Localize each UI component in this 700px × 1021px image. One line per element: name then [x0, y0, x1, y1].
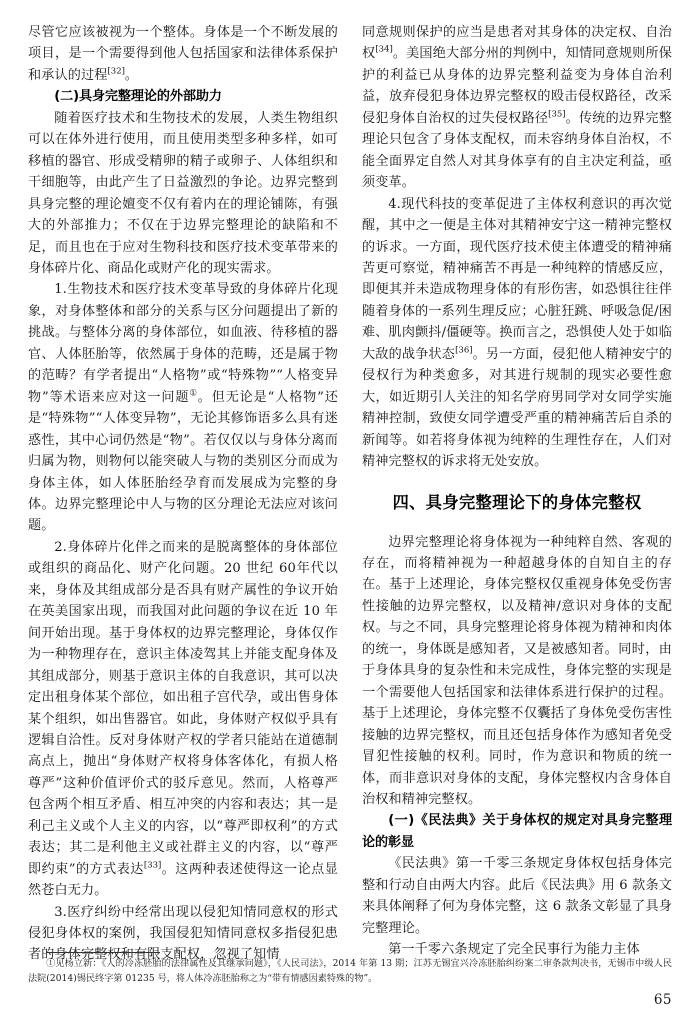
- paragraph-body: 4.现代科技的变革促进了主体权利意识的再次觉醒，其中之一便是主体对其精神安宁这一精神完整权的诉求。一方面，现代医疗技术使主体遭受的精神痛苦更可察觉，精神痛苦不再是一种纯粹的情感反应，即便其并未造成物理身体的有形伤害，如恐惧往往伴随着身体的一系列生理反应；心脏狂跳、呼吸急促/困难、肌肉颤抖/僵硬等。换而言之，恐惧使人处于如临大敌的战争状态[36]。另一方面，侵犯他人精神安宁的侵权行为种类愈多，对其进行规制的现实必要性愈大，如近期引人关注的知名学府男同学对女同学实施精神控制，致使女同学遭受严重的精神痛苦后自杀的新闻等。如若将身体视为纯粹的生理性存在，人们对精神完整权的诉求将无处安放。: [362, 196, 673, 470]
- footnote-marker: [34]: [375, 45, 393, 56]
- footnote-marker: [32]: [107, 66, 125, 77]
- footnote-marker: [33]: [143, 860, 162, 871]
- paragraph-continuation: 尽管它应该被视为一个整体。身体是一个不断发展的项目，是一个需要得到他人包括国家和法律体系保护和承认的过程[32]。: [28, 25, 338, 83]
- footnote-marker: [36]: [455, 345, 473, 356]
- two-column-layout: [0, 22, 700, 963]
- footnote-separator-rule: [46, 952, 160, 953]
- paragraph-body: 随着医疗技术和生物技术的发展，人类生物组织可以在体外进行使用，而且使用类型多种多样，如可移植的器官、形成受精卵的精子或卵子、人体组织和干细胞等，由此产生了日益激烈的争论。边界完整到具身完整的理论嬗变不仅有着内在的理论铺陈，有强大的外部推力；不仅在于边界完整理论的缺陷和不足，而且也在于应对生物科技和医疗技术变革带来的身体碎片化、商品化或财产化的现实需求。: [28, 110, 338, 276]
- paragraph-body: 边界完整理论将身体视为一种纯粹自然、客观的存在，而将精神视为一种超越身体的自知自主的存在。基于上述理论，身体完整权仅重视身体免受伤害性接触的边界完整权，以及精神/意识对身体的支配权。与之不同，具身完整理论将身体视为精神和肉体的统一，身体既是感知者，又是被感知者。同时，由于身体具身的复杂性和未完成性，身体完整的实现是一个需要他人包括国家和法律体系进行保护的过程。基于上述理论，身体完整不仅囊括了身体免受伤害性接触的边界完整权，而且还包括身体作为感知者免受冒犯性接触的权利。同时，作为意识和物质的统一体，而非意识对身体的支配，身体完整权内含身体自治权和精神完整权。: [362, 534, 672, 807]
- footnote-marker: ①: [189, 388, 198, 399]
- paragraph-body: 2.身体碎片化伴之而来的是脱离整体的身体部位或组织的商品化、财产化问题。20 世纪 60年代以来，身体及其组成部分是否具有财产属性的争议开始在英美国家出现，而我国对此问题的争议在近 10 年间开始出现。基于身体权的边界完整理论，身体仅作为一种物理存在，意识主体凌驾其上并能支配身体及其组成部分，则基于意识主体的自我意识，其可以决定出租身体某个部位，如出租子宫代孕，或出售身体某个组织，如出售器官。如此，身体财产权似乎具有逻辑自洽性。反对身体财产权的学者只能站在道德制高点上，抛出“身体财产权将身体客体化，有损人格尊严”这种价值评价式的驳斥意见。然而，人格尊严包含两个相互矛盾、相互冲突的内容和表达；其一是利己主义或个人主义的内容，以“尊严即权利”的方式表达；其二是利他主义或社群主义的内容，以“尊严即约束”的方式表达[33]。这两种表述使得这一论点显然苍白无力。: [28, 539, 339, 899]
- footnote-text: ①见杨立新：《人的冷冻胚胎的法律属性及其继承问题》，《人民司法》，2014 年第 13 期；江苏无锡宜兴冷冻胚胎纠纷案二审条款判决书，无锡市中级人民法院(2014)锡民终字第 01235 号，将人体冷冻胚胎称之为“带有情感因素特殊的物”。: [28, 959, 672, 984]
- paragraph-body: 1.生物技术和医疗技术变革导致的身体碎片化现象，对身体整体和部分的关系与区分问题提出了新的挑战。与整体分离的身体部位，如血液、待移植的器官、人体胚胎等，依然属于身体的范畴，还是属于物的范畴？有学者提出“人格物”或“特殊物”“人格变异物”等术语来应对这一问题①。但无论是“人格物”还是“特殊物”“人体变异物”，无论其修饰语多么具有迷惑性，其中心词仍然是“物”。若仅仅以与身体分离而归属为物，则物何以能突破人与物的类别区分而成为身体主体，如人体胚胎经孕育而发展成为完整的身体。边界完整理论中人与物的区分理论无法应对该问题。: [28, 282, 338, 534]
- paragraph-body: 《民法典》第一千零三条规定身体权包括身体完整和行动自由两大内容。此后《民法典》用 6 款条文来具体阐释了何为身体完整，这 6 款条文彰显了具身完整理论。: [362, 856, 672, 936]
- right-column: [362, 22, 673, 958]
- paragraph-body: 第一千零六条规定了完全民事行为能力主体: [388, 942, 640, 958]
- footnote-area: [28, 952, 672, 987]
- paragraph-continuation: 同意规则保护的应当是患者对其身体的决定权、自治权[34]。美国绝大部分州的判例中，知情同意规则所保护的利益已从身体的边界完整利益变为身体自治利益，放弃侵犯身体边界完整权的殴击侵权路径，改采侵犯身体自治权的过失侵权路径[35]。传统的边界完整理论只包含了身体支配权，而未容纳身体自治权，不能全面界定自然人对其身体享有的自主决定利益，亟须变革。: [362, 25, 673, 191]
- left-column: [28, 22, 339, 963]
- page-number: 65: [653, 992, 672, 1008]
- subheading-2-2: (二)具身完整理论的外部助力: [54, 89, 222, 105]
- paragraph-body: 3.医疗纠纷中经常出现以侵犯知情同意权的形式侵犯身体权的案例，我国侵犯知情同意权多指侵犯患者的身体完整权和有限支配权，忽视了知情: [28, 904, 338, 963]
- subheading-4-1: (一)《民法典》关于身体权的规定对具身完整理论的彰显: [362, 813, 672, 850]
- footnote-marker: [35]: [548, 109, 566, 120]
- section-heading-four: 四、具身完整理论下的身体完整权: [392, 492, 642, 512]
